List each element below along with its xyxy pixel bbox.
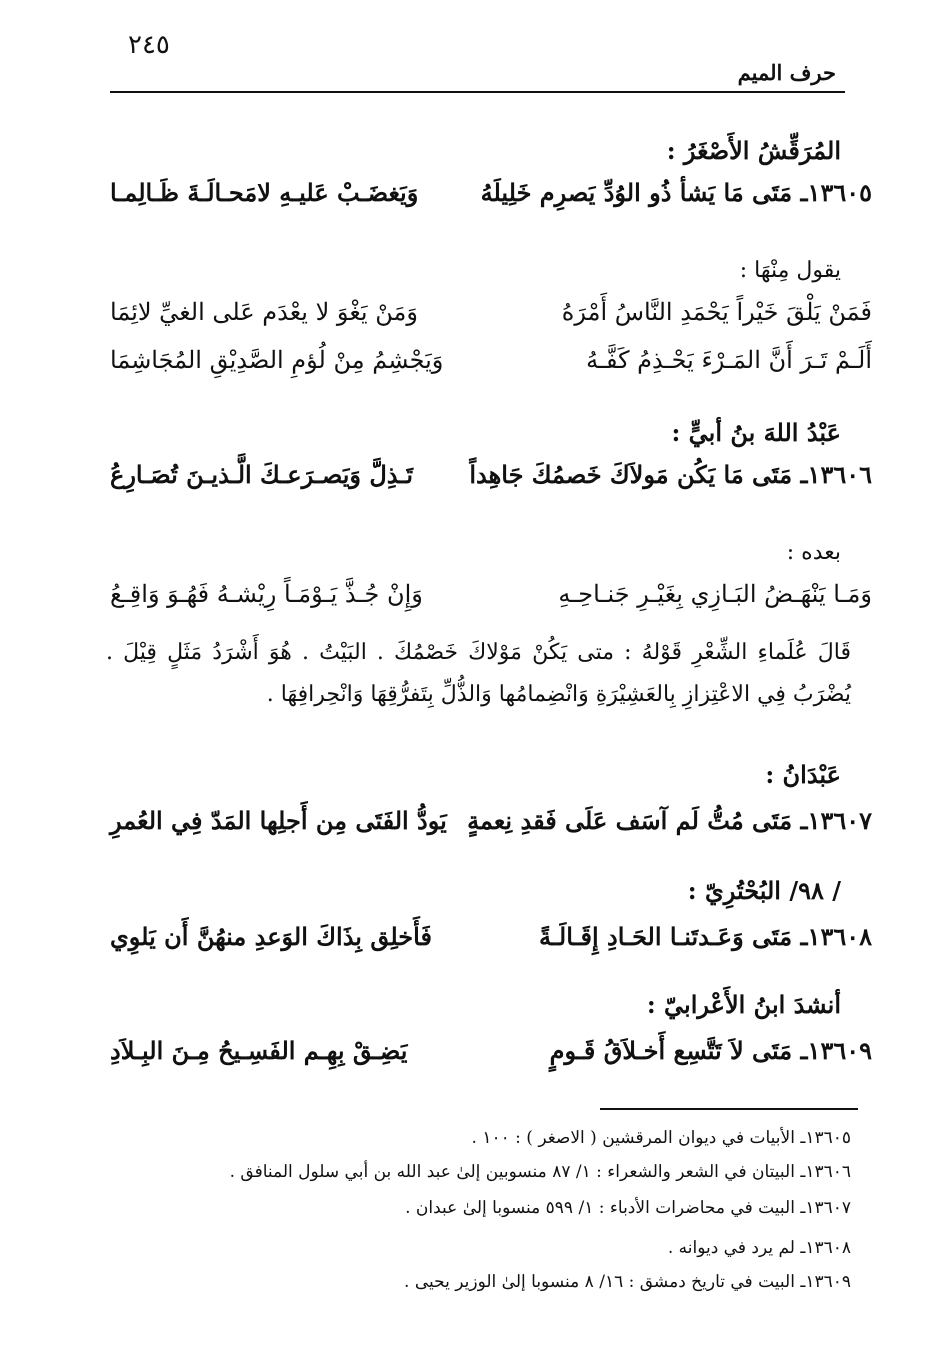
footnote: ١٣٦٠٦ـ البيتان في الشعر والشعراء : ١/ ٨٧ منسوبين إلىٰ عبد الله بن أبي سلول المنافق . <box>229 1162 851 1182</box>
verse-second-hemistich: وَيَجْشِمُ مِنْ لُؤمِ الصَّدِيْقِ المُجَاشِمَا <box>110 346 444 374</box>
verse-intro: بعده : <box>786 540 841 565</box>
verse-first-hemistich: ١٣٦٠٨ـ مَتَى وَعَـدتَنـا الحَـادِ إِقَـالَـةً <box>538 922 872 951</box>
verse-13608 <box>110 922 872 962</box>
verse-first-hemistich: وَمَـا يَنْهَـضُ البَـازِي بِغَيْـرِ جَنـاحِـهِ <box>558 580 872 608</box>
poet-attribution: عَبْدَانُ : <box>765 760 841 789</box>
footnote: ١٣٦٠٩ـ البيت في تاريخ دمشق : ١٦/ ٨ منسوبا إلىٰ الوزير يحيى . <box>404 1272 851 1292</box>
footnote: ١٣٦٠٧ـ البيت في محاضرات الأدباء : ١/ ٥٩٩ منسوبا إلىٰ عبدان . <box>405 1198 851 1218</box>
verse-second-hemistich: وَإِنْ جُـذَّ يَـوْمَـاً رِيْشـهُ فَهُـوَ وَاقِـعُ <box>110 580 423 608</box>
verse-first-hemistich: فَمَنْ يَلْقَ خَيْراً يَحْمَدِ النَّاسُ أَمْرَهُ <box>561 298 872 326</box>
extra-verse <box>110 298 872 338</box>
extra-verse <box>110 580 872 620</box>
verse-second-hemistich: يَودُّ الفَتَى مِن أَجلِها المَدّ فِي العُمرِ <box>110 806 447 835</box>
verse-13607 <box>110 806 872 846</box>
poet-attribution: أنشدَ ابنُ الأَعْرابيّ : <box>646 990 841 1019</box>
verse-13605 <box>110 178 872 218</box>
verse-first-hemistich: ١٣٦٠٦ـ مَتَى مَا يَكُن مَولاَكَ خَصمُكَ جَاهِداً <box>469 460 872 489</box>
footnote: ١٣٦٠٥ـ الأبيات في ديوان المرقشين ( الاصغر ) : ١٠٠ . <box>471 1128 851 1148</box>
verse-second-hemistich: وَمَنْ يَغْوَ لا يعْدَم عَلى الغيِّ لائِمَا <box>110 298 418 326</box>
verse-second-hemistich: فَأَخلِق بِذَاكَ الوَعدِ منهُنَّ أَن يَلوِي <box>110 922 432 951</box>
verse-13606 <box>110 460 872 500</box>
page-number: ٢٤٥ <box>128 30 170 60</box>
verse-first-hemistich: ١٣٦٠٧ـ مَتَى مُتُّ لَم آسَف عَلَى فَقدِ نِعمةٍ <box>467 806 872 835</box>
verse-first-hemistich: ١٣٦٠٥ـ مَتَى مَا يَشأ ذُو الوُدِّ يَصرِم خَلِيلَهُ <box>480 178 872 207</box>
verse-second-hemistich: وَيَغضَـبْ عَليـهِ لامَحـالَـةَ ظَـالِمـا <box>110 178 419 207</box>
verse-second-hemistich: تَـذِلَّ وَيَصـرَعـكَ الَّـذيـنَ تُصَـارِعُ <box>110 460 414 489</box>
poet-attribution: المُرَقِّشُ الأَصْغَرُ : <box>666 136 841 165</box>
commentary-paragraph: قَالَ عُلَماءِ الشِّعْرِ قَوْلهُ : متى يَكُنْ مَوْلاكَ خَصْمُكَ . البَيْتُ . هُوَ أَشْرَدُ مَثَلٍ قِيْلَ . يُضْرَبُ فِي الاعْتِزازِ بِالعَشِيْرَةِ وَانْضِمامُها وَالذُّلِّ بِتَفرُّقِهَا وَانْحِرافِهَا . <box>106 640 851 707</box>
verse-first-hemistich: ١٣٦٠٩ـ مَتَى لاَ تَتَّسِع أَخـلاَقُ قَـومٍ <box>549 1036 872 1065</box>
footnote: ١٣٦٠٨ـ لم يرد في ديوانه . <box>667 1238 851 1258</box>
header-rule <box>110 91 845 93</box>
extra-verse <box>110 346 872 386</box>
verse-intro: يقول مِنْهَا : <box>739 258 841 283</box>
poet-attribution: / ٩٨/ البُحْتُرِيّ : <box>687 876 841 905</box>
verse-first-hemistich: أَلَـمْ تَـرَ أَنَّ المَـرْءَ يَحْـذِمُ كَفَّـهُ <box>586 346 872 374</box>
footnote-rule <box>600 1108 858 1110</box>
verse-second-hemistich: يَضِـقْ بِهِـم الفَسِـيحُ مِـنَ البِـلاَدِ <box>110 1036 408 1065</box>
running-header: حرف الميم <box>737 60 836 85</box>
poet-attribution: عَبْدُ اللهَ بنُ أبيٍّ : <box>671 418 841 447</box>
verse-13609 <box>110 1036 872 1076</box>
